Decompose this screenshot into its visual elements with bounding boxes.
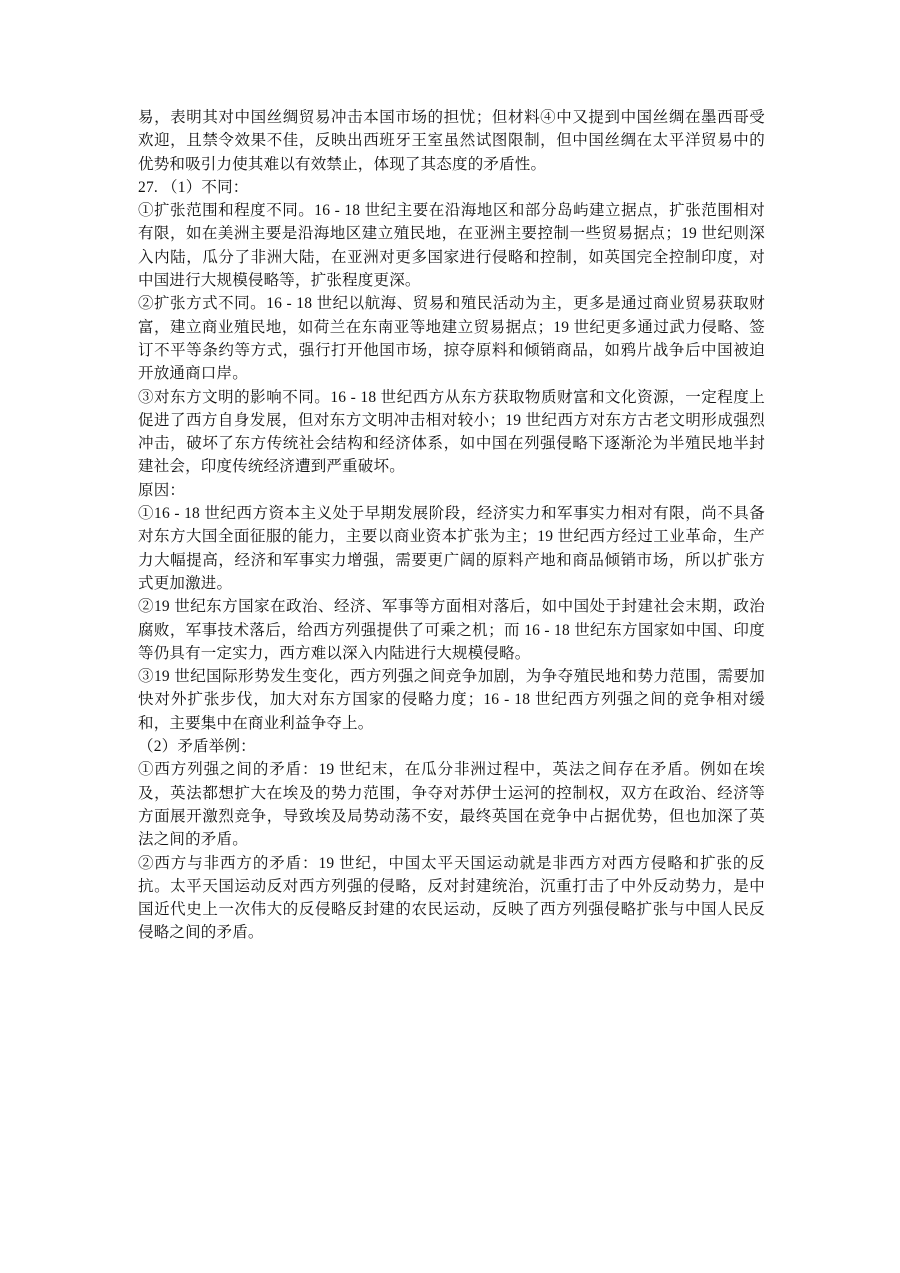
paragraph-reason-1: ①16 - 18 世纪西方资本主义处于早期发展阶段，经济实力和军事实力相对有限，尚不具备对东方大国全面征服的能力，主要以商业资本扩张为主；19 世纪西方经过工业革命，生产力大幅提高，经济和军事实力增强，需要更广阔的原料产地和商品倾销市场，所以扩张方式更加激进。 (138, 505, 765, 592)
paragraph-difference-2: ②扩张方式不同。16 - 18 世纪以航海、贸易和殖民活动为主，更多是通过商业贸易获取财富，建立商业殖民地，如荷兰在东南亚等地建立贸易据点；19 世纪更多通过武力侵略、签订不平等条约等方式，强行打开他国市场，掠夺原料和倾销商品，如鸦片战争后中国被迫开放通商口岸。 (138, 295, 765, 383)
paragraph-reason-3: ③19 世纪国际形势发生变化，西方列强之间竞争加剧，为争夺殖民地和势力范围，需要加快对外扩张步伐，加大对东方国家的侵略力度；16 - 18 世纪西方列强之间的竞争相对缓和，主要集中在商业利益争夺上。 (138, 668, 765, 732)
paragraph-question-27-part1-heading: 27. （1）不同： (138, 178, 249, 196)
paragraph-reasons-heading: 原因： (138, 481, 186, 499)
document-page (138, 106, 765, 945)
paragraph-contradiction-example-1: ①西方列强之间的矛盾：19 世纪末，在瓜分非洲过程中，英法之间存在矛盾。例如在埃及，英法都想扩大在埃及的势力范围，争夺对苏伊士运河的控制权，双方在政治、经济等方面展开激烈竞争，导致埃及局势动荡不安，最终英国在竞争中占据优势，但也加深了英法之间的矛盾。 (138, 761, 765, 849)
paragraph-part2-heading: （2）矛盾举例： (138, 738, 256, 756)
paragraph-difference-1: ①扩张范围和程度不同。16 - 18 世纪主要在沿海地区和部分岛屿建立据点，扩张范围相对有限，如在美洲主要是沿海地区建立殖民地，在亚洲主要控制一些贸易据点；19 世纪则深入内陆，瓜分了非洲大陆，在亚洲对更多国家进行侵略和控制，如英国完全控制印度，对中国进行大规模侵略等，扩张程度更深。 (138, 202, 765, 290)
paragraph-reason-2: ②19 世纪东方国家在政治、经济、军事等方面相对落后，如中国处于封建社会末期，政治腐败，军事技术落后，给西方列强提供了可乘之机；而 16 - 18 世纪东方国家如中国、印度等仍具有一定实力，西方难以深入内陆进行大规模侵略。 (138, 598, 765, 662)
paragraph-continued-text: 易，表明其对中国丝绸贸易冲击本国市场的担忧；但材料④中又提到中国丝绸在墨西哥受欢迎，且禁令效果不佳，反映出西班牙王室虽然试图限制，但中国丝绸在太平洋贸易中的优势和吸引力使其难以有效禁止，体现了其态度的矛盾性。 (138, 109, 765, 173)
paragraph-contradiction-example-2: ②西方与非西方的矛盾：19 世纪，中国太平天国运动就是非西方对西方侵略和扩张的反抗。太平天国运动反对西方列强的侵略，反对封建统治，沉重打击了中外反动势力，是中国近代史上一次伟大的反侵略反封建的农民运动，反映了西方列强侵略扩张与中国人民反侵略之间的矛盾。 (138, 854, 765, 942)
paragraph-difference-3: ③对东方文明的影响不同。16 - 18 世纪西方从东方获取物质财富和文化资源，一定程度上促进了西方自身发展，但对东方文明冲击相对较小；19 世纪西方对东方古老文明形成强烈冲击，破坏了东方传统社会结构和经济体系，如中国在列强侵略下逐渐沦为半殖民地半封建社会，印度传统经济遭到严重破坏。 (138, 388, 765, 476)
